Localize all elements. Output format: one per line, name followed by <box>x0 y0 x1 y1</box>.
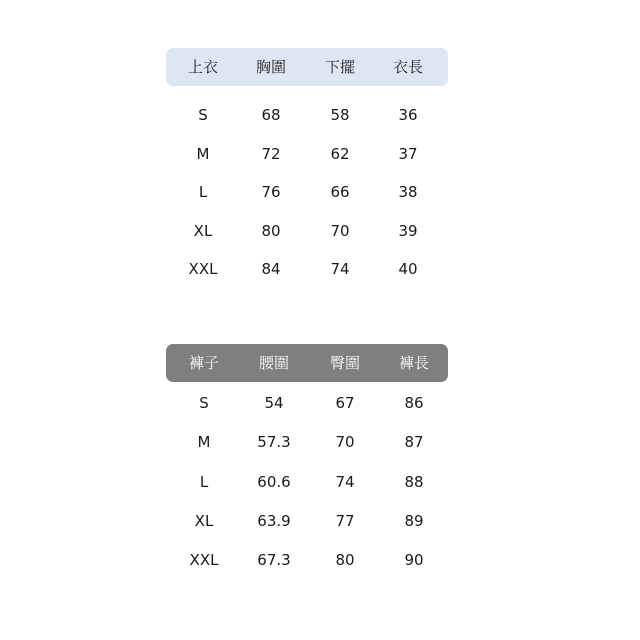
table-cell: 40 <box>398 260 418 278</box>
table-cell: 80 <box>335 551 355 570</box>
size-cell: S <box>199 394 209 412</box>
table-cell: 88 <box>404 472 424 491</box>
table-cell: 67 <box>335 394 355 412</box>
table-cell: 36 <box>398 106 418 124</box>
table-cell: 66 <box>330 183 350 201</box>
header-cell: 腰圍 <box>258 354 290 372</box>
header-cell: 胸圍 <box>255 58 287 76</box>
header-cell: 衣長 <box>392 58 424 76</box>
table-row <box>166 384 448 423</box>
header-cell: 上衣 <box>187 58 219 76</box>
table-row <box>166 173 448 212</box>
tops-table-body <box>166 96 448 289</box>
tops-table-header <box>166 48 448 86</box>
table-cell: 58 <box>330 106 350 124</box>
size-cell: L <box>198 183 208 201</box>
table-cell: 87 <box>404 433 424 452</box>
table-cell: 68 <box>261 106 281 124</box>
table-row <box>166 96 448 135</box>
table-cell: 54 <box>264 394 284 412</box>
size-cell: XL <box>193 221 213 240</box>
table-cell: 39 <box>398 221 418 240</box>
table-cell: 80 <box>261 221 281 240</box>
table-cell: 62 <box>330 144 350 163</box>
table-row <box>166 502 448 541</box>
table-cell: 57.3 <box>257 433 291 452</box>
table-cell: 70 <box>335 433 355 452</box>
pants-size-table <box>166 344 448 580</box>
size-cell: M <box>196 144 210 163</box>
table-row <box>166 541 448 580</box>
pants-table-header <box>166 344 448 382</box>
size-cell: XXL <box>188 260 218 278</box>
table-row <box>166 212 448 251</box>
table-row <box>166 463 448 502</box>
table-cell: 72 <box>261 144 281 163</box>
table-cell: 70 <box>330 221 350 240</box>
table-row <box>166 423 448 462</box>
header-cell: 褲子 <box>188 354 220 372</box>
table-cell: 67.3 <box>257 551 291 570</box>
table-cell: 76 <box>261 183 281 201</box>
table-cell: 77 <box>335 511 355 530</box>
table-cell: 37 <box>398 144 418 163</box>
table-cell: 86 <box>404 394 424 412</box>
table-cell: 60.6 <box>257 472 291 491</box>
tops-size-table <box>166 48 448 289</box>
header-cell: 下擺 <box>324 58 356 76</box>
size-cell: XL <box>194 511 214 530</box>
size-cell: M <box>197 433 211 452</box>
pants-table-body <box>166 384 448 580</box>
table-cell: 38 <box>398 183 418 201</box>
size-cell: L <box>199 472 209 491</box>
table-cell: 74 <box>335 472 355 491</box>
header-cell: 褲長 <box>398 354 430 372</box>
header-cell: 臀圍 <box>329 354 361 372</box>
table-cell: 63.9 <box>257 511 291 530</box>
table-row <box>166 250 448 289</box>
table-cell: 90 <box>404 551 424 570</box>
table-row <box>166 135 448 174</box>
size-cell: XXL <box>189 551 219 570</box>
table-cell: 84 <box>261 260 281 278</box>
table-cell: 74 <box>330 260 350 278</box>
table-cell: 89 <box>404 511 424 530</box>
size-cell: S <box>198 106 208 124</box>
